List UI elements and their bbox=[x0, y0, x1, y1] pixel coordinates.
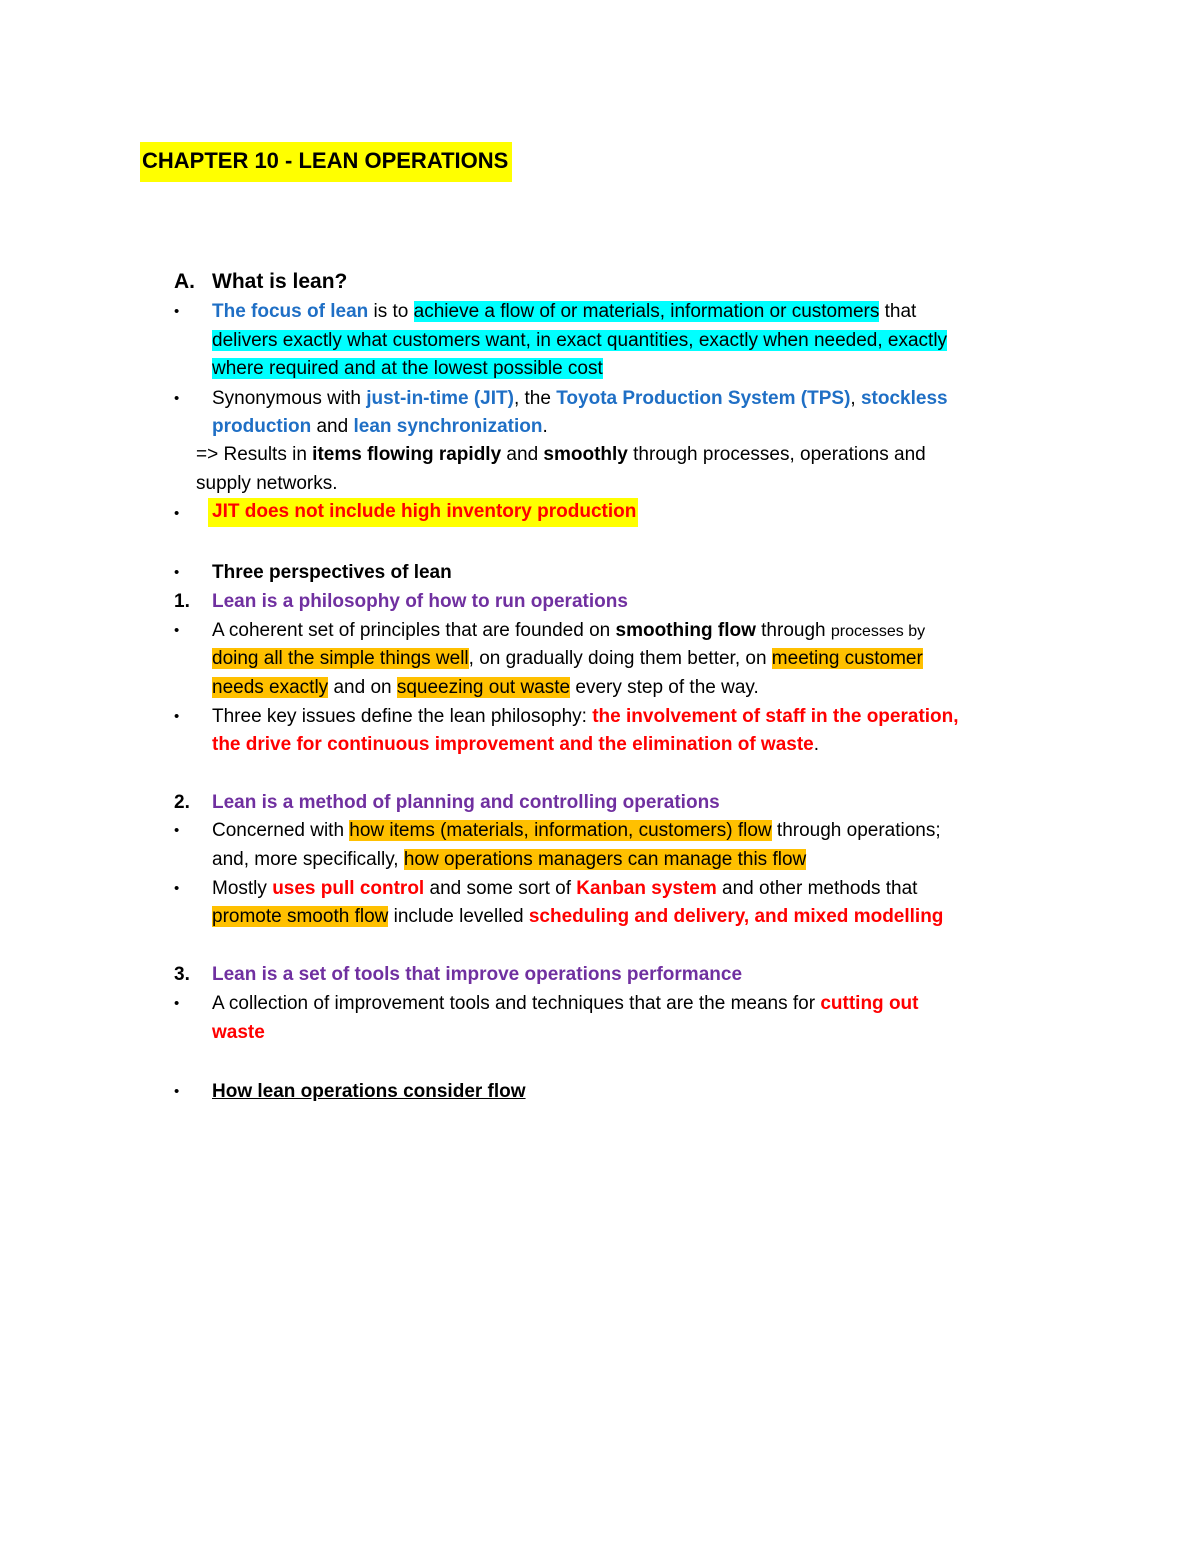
perspective-3-number: 3. bbox=[174, 964, 190, 985]
bullet-icon: • bbox=[174, 708, 180, 725]
bullet-icon: • bbox=[174, 1083, 180, 1100]
bullet-icon: • bbox=[174, 622, 180, 639]
bullet-icon: • bbox=[174, 995, 180, 1012]
method-line-1: Concerned with how items (materials, information, customers) flow through operations; bbox=[212, 820, 941, 841]
synonyms-line-2: production and lean synchronization. bbox=[212, 416, 548, 437]
pull-control-line-2: promote smooth flow include levelled scheduling and delivery, and mixed modelling bbox=[212, 906, 944, 927]
tools-line-2: waste bbox=[212, 1022, 265, 1043]
focus-line-2: delivers exactly what customers want, in exact quantities, exactly when needed, exactly bbox=[212, 330, 948, 351]
pull-control-line-1: Mostly uses pull control and some sort of Kanban system and other methods that bbox=[212, 878, 918, 899]
focus-line-1: The focus of lean is to achieve a flow of or materials, information or customers that bbox=[212, 301, 917, 322]
synonyms-line-1: Synonymous with just-in-time (JIT), the Toyota Production System (TPS), stockless bbox=[212, 388, 948, 409]
three-perspectives-heading: Three perspectives of lean bbox=[212, 562, 452, 583]
focus-line-3: where required and at the lowest possible cost bbox=[212, 358, 603, 379]
perspective-2-number: 2. bbox=[174, 792, 190, 813]
philosophy-line-3: needs exactly and on squeezing out waste every step of the way. bbox=[212, 677, 759, 698]
results-line-1: => Results in items flowing rapidly and smoothly through processes, operations and bbox=[196, 444, 926, 465]
perspective-3-heading: Lean is a set of tools that improve operations performance bbox=[212, 964, 743, 985]
flow-heading: How lean operations consider flow bbox=[212, 1081, 526, 1102]
key-issues-line-2: the drive for continuous improvement and the elimination of waste. bbox=[212, 734, 820, 755]
jit-note: JIT does not include high inventory production bbox=[208, 498, 638, 526]
perspective-2-heading: Lean is a method of planning and controlling operations bbox=[212, 792, 720, 813]
key-issues-line-1: Three key issues define the lean philosophy: the involvement of staff in the operation, bbox=[212, 706, 959, 727]
bullet-icon: • bbox=[174, 880, 180, 897]
bullet-icon: • bbox=[174, 564, 180, 581]
philosophy-line-2: doing all the simple things well, on gradually doing them better, on meeting customer bbox=[212, 648, 923, 669]
method-line-2: and, more specifically, how operations managers can manage this flow bbox=[212, 849, 807, 870]
perspective-1-heading: Lean is a philosophy of how to run operations bbox=[212, 591, 628, 612]
bullet-icon: • bbox=[174, 822, 180, 839]
section-a-heading: What is lean? bbox=[212, 270, 348, 293]
perspective-1-number: 1. bbox=[174, 591, 190, 612]
philosophy-line-1: A coherent set of principles that are founded on smoothing flow through processes by bbox=[212, 620, 926, 641]
results-line-2: supply networks. bbox=[196, 473, 338, 494]
bullet-icon: • bbox=[174, 390, 180, 407]
tools-line-1: A collection of improvement tools and techniques that are the means for cutting out bbox=[212, 993, 919, 1014]
bullet-icon: • bbox=[174, 303, 180, 320]
section-a-label: A. bbox=[174, 270, 195, 293]
chapter-title: CHAPTER 10 - LEAN OPERATIONS bbox=[140, 142, 512, 182]
bullet-icon: • bbox=[174, 505, 180, 522]
